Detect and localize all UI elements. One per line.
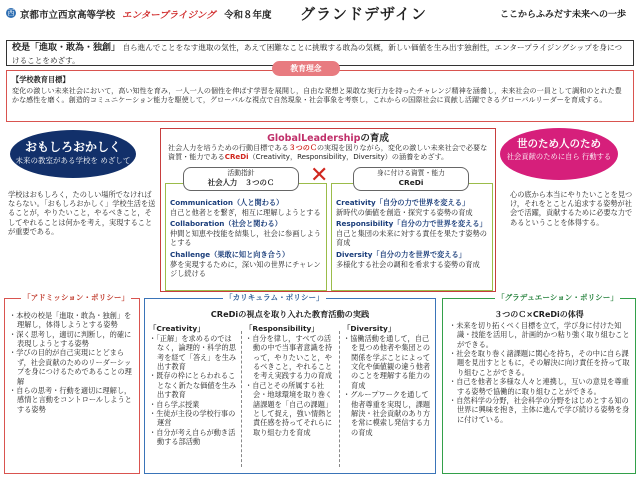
left-vision-subtitle: 未来の教室がある学校を めざして xyxy=(15,156,131,165)
three-c-pill-caption: 活動指針 xyxy=(227,169,255,177)
school-logo-icon: 西 xyxy=(7,9,15,17)
list-item: ・ 自分が考え自らが動き活動する部活動 xyxy=(149,428,237,447)
intro-part-2: の実現を図りながら，変化の激しい未来社会で必要な資質・能力である xyxy=(168,143,488,162)
left-vision-text: 学校はおもしろく，たのしい場所でなければならない。「おもしろおかしく」学校生活を送ることが，やりたいこと，やるべきこと，そしてやれることは何かを考え，実現することが重要である。 xyxy=(8,190,156,236)
credi-pill-caption: 身に付ける資質・能力 xyxy=(377,169,445,177)
list-item: ・ 未来を切り拓くべく目標を立て，学び身に付けた知識・技能を活用し，計画的かつ粘り強く取り組むことができる。 xyxy=(449,321,631,349)
list-item: ・ 生徒が主役の学校行事の運営 xyxy=(149,409,237,428)
three-c-item-head: Communication（人と関わる） xyxy=(170,198,284,207)
three-c-item xyxy=(170,250,322,278)
philosophy-box xyxy=(6,70,634,122)
list-item: ・ 「正解」を求めるのではなく，論理的・科学的思考を経て「答え」を生み出す教育 xyxy=(149,334,237,371)
cross-mark-icon: ✕ xyxy=(310,163,329,188)
left-vision-title: おもしろおかしく xyxy=(24,140,121,154)
creativity-heading: 「Creativity」 xyxy=(149,324,205,333)
fiscal-year: 令和８年度 xyxy=(224,10,272,21)
three-c-item xyxy=(170,198,322,217)
right-vision-ellipse xyxy=(500,128,618,180)
credi-item-head: Diversity「自分の力を世界で変える」 xyxy=(336,249,466,259)
responsibility-column xyxy=(245,323,333,437)
list-item: ・ 自然科学の分野，社会科学の分野をはじめとする知の世界に興味を抱き，主体に進んで学び続ける姿勢を身に付けている。 xyxy=(449,396,631,424)
list-item: ・ 自己を他者と多様な人々と連携し，互いの意見を尊重する姿勢で協働的に取り組むことができる。 xyxy=(449,377,631,396)
list-item: ・ グループワークを通して他者尊重を実現し，課題解決・社会貢献のあり方を常に模索し発信する力の育成 xyxy=(343,390,431,437)
enterprising-label: エンタープライジング xyxy=(122,10,216,21)
global-leadership-title-prefix: GlobalLeadership xyxy=(267,133,361,144)
list-item: ・ 自己とその所属する社会・地球環境を取り巻く諸課題を「自己の課題」として捉え，強い情熱と責任感を持ってそれらに取り組む力を育成 xyxy=(245,381,333,437)
three-c-item-head: Collaboration（社会と関わる） xyxy=(170,219,282,229)
credi-item-body: 多様化する社会の調和を希求する姿勢の育成 xyxy=(336,259,480,269)
header xyxy=(6,6,634,22)
right-vision-text: 心の底から本当にやりたいことを見つけ，それをとことん追求する姿勢が社会で活躍，貢献するために必要な力であるということを体得する。 xyxy=(510,190,633,227)
list-item: ・ 自ら学ぶ授業 xyxy=(149,400,237,409)
goal-label: 【学校教育目標】 xyxy=(12,75,70,84)
list-item: ・ 自らの思考・行動を適切に理解し，感情と言動をコントロールしようとする姿勢 xyxy=(9,386,135,414)
curriculum-policy-box xyxy=(144,293,436,474)
slogan: ここからふみだす未来への一歩 xyxy=(499,10,626,20)
three-c-item-head: Challenge（果敢に知と向き合う） xyxy=(170,249,290,259)
credi-item xyxy=(336,219,488,247)
list-item: ・ 学びの目的が自己実現にとどまらず，社会貢献のためのリーダーシップを身につけるためであることの理解 xyxy=(9,348,135,385)
graduation-policy-list xyxy=(449,321,631,424)
credi-item-head: Creativity「自分の力で世界を変える」 xyxy=(336,198,470,207)
three-c-item-body: 夢を実現するために，深い知の世界にチャレンジし続ける xyxy=(170,259,321,278)
three-c-item xyxy=(170,219,322,247)
goal-text: 変化の激しい未来社会において，高い知性を育み，一人一人の個性を伸ばす学習を展開し，自由な発想と果敢な実行力を持ったチャレンジ精神を涵養し，未来社会の一員として調和のとれた豊かな感性を磨く。創造的コミュニケーション能力を駆使して，グローバルな視点で自然現象・社会事象を考察し，これからの国際社会に貢献し活躍できるグローバルリーダーを育成する。 xyxy=(12,86,622,105)
global-leadership-title-suffix: の育成 xyxy=(360,133,389,144)
right-vision-subtitle: 社会貢献のために自ら 行動する xyxy=(506,152,612,161)
diversity-heading: 「Diversity」 xyxy=(343,324,396,333)
graduation-policy-title: 「グラデュエーション・ポリシー」 xyxy=(497,293,618,302)
creativity-column xyxy=(149,323,237,446)
responsibility-heading: 「Responsibility」 xyxy=(245,324,319,333)
global-leadership-title xyxy=(161,130,495,144)
list-item: ・ 社会を取り巻く諸課題に関心を持ち，その中に自ら課題を見出すとともに，その解決に向け責任を持って取り組むことができる。 xyxy=(449,349,631,377)
credi-item xyxy=(336,250,488,269)
intro-part-1: 社会人力を培うための行動目標である xyxy=(168,143,289,152)
credi-item xyxy=(336,198,488,217)
credi-pill-title: CReDi xyxy=(398,177,424,187)
list-item: ・ 深く思考し，適切に判断し，的確に表現しようとする姿勢 xyxy=(9,330,135,349)
column-divider xyxy=(241,331,242,467)
intro-part-3: （Creativity，Responsibility，Diversity）の涵養をめざす。 xyxy=(248,152,449,162)
school-name: 京都市立西京高等学校 xyxy=(20,10,116,21)
diversity-column xyxy=(343,323,431,437)
philosophy-badge: 教育理念 xyxy=(272,61,340,76)
intro-credi: CReDi xyxy=(224,152,249,162)
right-vision-title: 世のため人のため xyxy=(517,138,601,150)
left-vision-ellipse xyxy=(10,130,136,178)
credi-column xyxy=(331,183,493,291)
curriculum-policy-title: 「カリキュラム・ポリシー」 xyxy=(225,293,324,302)
credi-item-body: 自己と集団の未来に対する責任を果たす姿勢の育成 xyxy=(336,229,487,248)
three-c-column xyxy=(165,183,327,291)
admission-policy-list xyxy=(9,311,135,414)
graduation-policy-box xyxy=(442,293,636,474)
list-item: ・ 本校の校是「進取・敢為・独創」を理解し，体得しようとする姿勢 xyxy=(9,311,135,330)
motto-label: 校是「進取・敢為・独創」 xyxy=(12,43,121,53)
three-c-pill xyxy=(183,167,299,191)
three-c-pill-title: 社会人力 ３つのＣ xyxy=(207,177,275,187)
graduation-subtitle: ３つのＣ×CReDiの体得 xyxy=(494,310,584,319)
three-c-item-body: 仲間と知恵や技能を結集し，社会に参画しようとする xyxy=(170,229,321,248)
admission-policy-title: 「アドミッション・ポリシー」 xyxy=(23,293,130,302)
intro-three-c: ３つのＣ xyxy=(288,143,317,152)
admission-policy-box xyxy=(4,293,140,474)
credi-pill xyxy=(353,167,469,191)
list-item: ・ 既存の枠にとらわれることなく新たな価値を生み出す教育 xyxy=(149,371,237,399)
curriculum-subtitle: CReDiの視点を取り入れた教育活動の実践 xyxy=(210,309,370,319)
page-title: グランドデザイン xyxy=(300,5,427,23)
credi-item-body: 新時代の価値を創造・探究する姿勢の育成 xyxy=(336,208,473,217)
global-leadership-intro xyxy=(168,143,490,161)
list-item: ・ 自分を律し，すべての活動の中で当事者意識を持って，やりたいこと，やるべきこと，やれることを考え実践する力の育成 xyxy=(245,334,333,381)
global-leadership-box xyxy=(160,128,496,292)
credi-item-head: Responsibility「自分の力で世界を変える」 xyxy=(336,219,487,229)
list-item: ・ 協働活動を通して，自己を見つめ他者や集団との関係を学ぶことによって文化や価値観の違う他者のことを理解する能力の育成 xyxy=(343,334,431,390)
column-divider xyxy=(339,331,340,467)
three-c-item-body: 自己と他者とを繋ぎ，相互に理解しようとする xyxy=(170,208,321,217)
motto-text: 自ら進んでことをなす進取の気性，あえて困難なことに挑戦する敢為の気概，新しい価値を生み出す独創性，エンタープライジングシップを身につけることをめざす。 xyxy=(12,43,623,66)
